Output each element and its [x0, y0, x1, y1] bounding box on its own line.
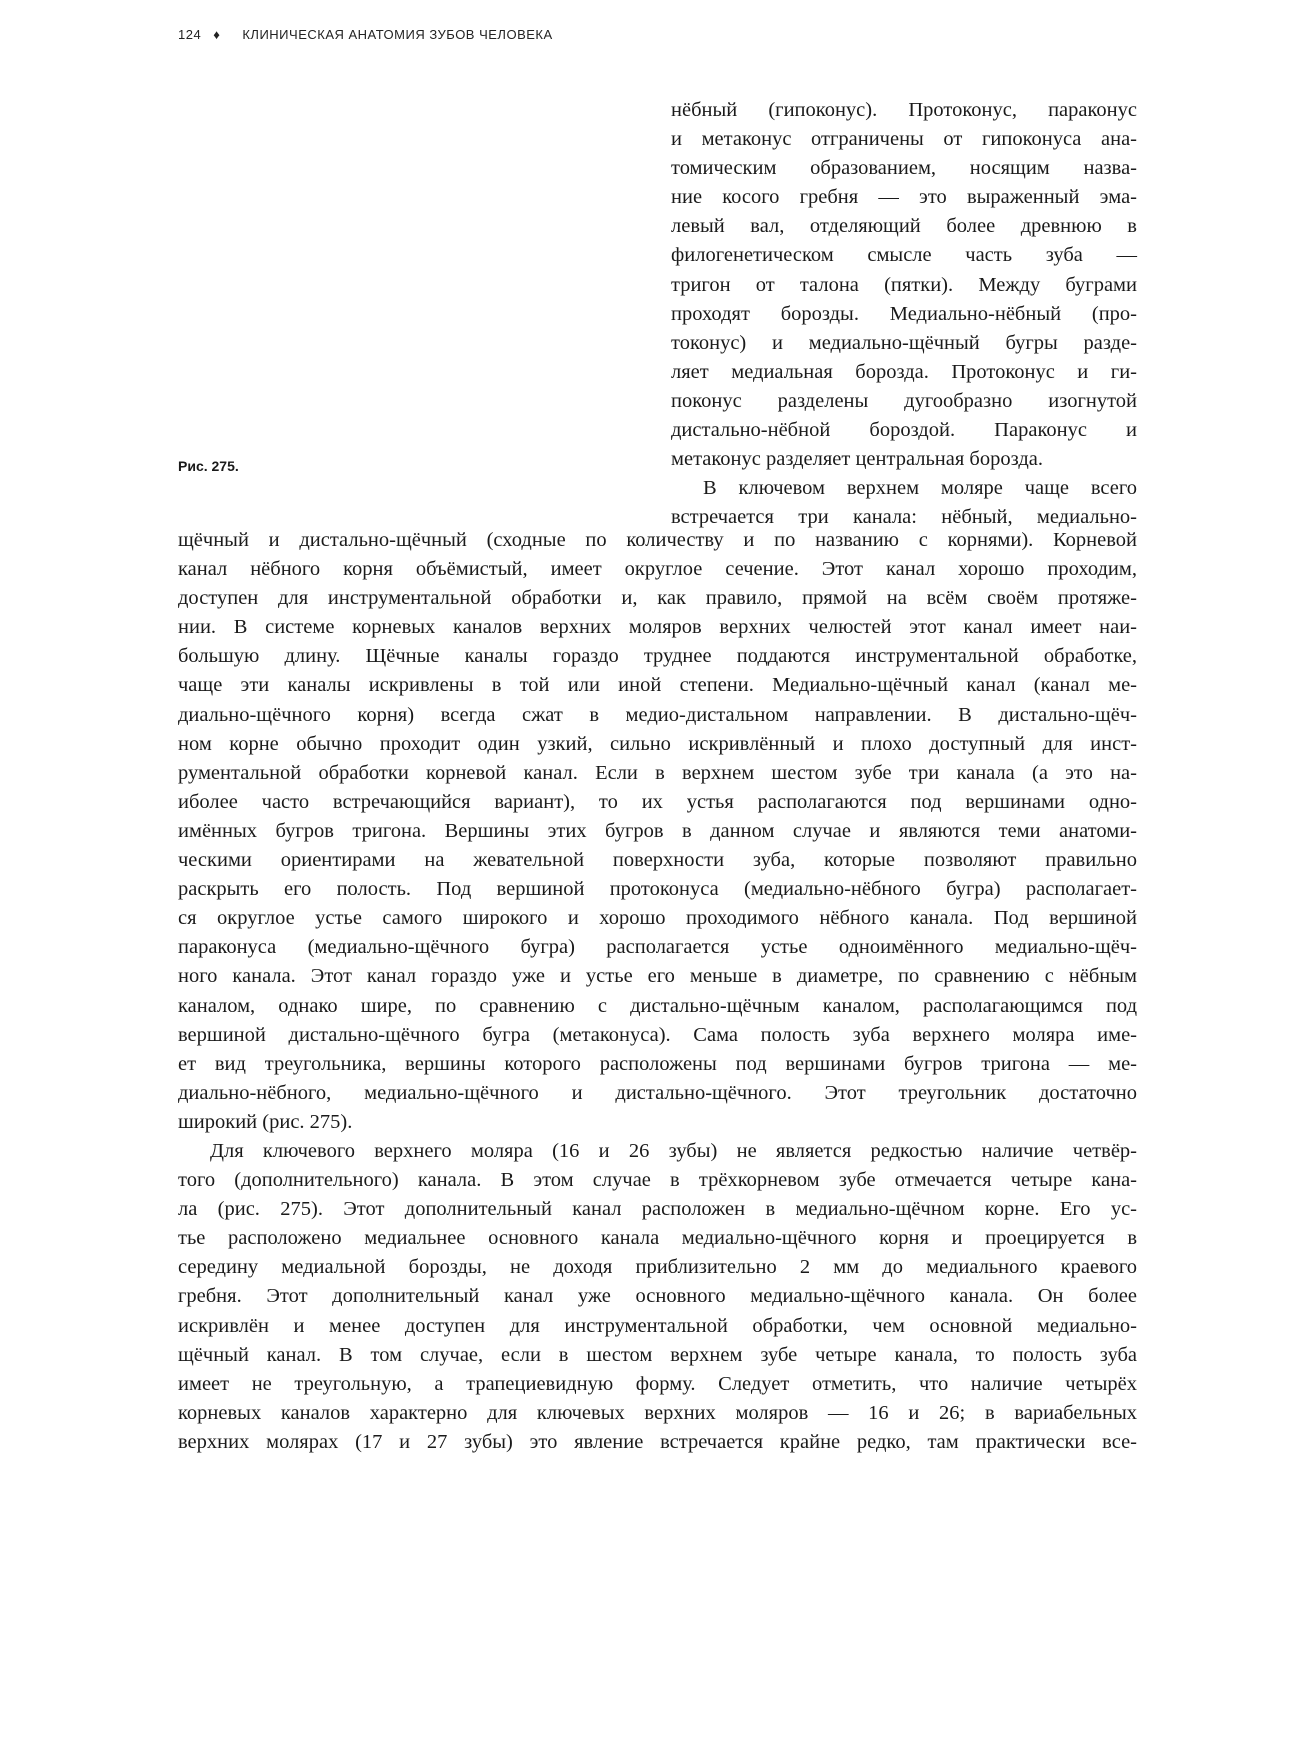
text-line: того (дополнительного) канала. В этом случае в трёхкорневом зубе отмечается четыре кана-	[178, 1169, 1137, 1192]
text-line: искривлён и менее доступен для инструментальной обработки, чем основной медиально-	[178, 1314, 1137, 1337]
text-line: метаконус разделяет центральная борозда.	[671, 448, 1043, 471]
text-line: вершиной дистально-щёчного бугра (метаконуса). Сама полость зуба верхнего моляра име-	[178, 1023, 1137, 1046]
text-line: нёбный (гипоконус). Протоконус, параконус	[671, 99, 1137, 121]
text-line: тригон от талона (пятки). Между буграми	[671, 273, 1137, 296]
text-line: гребня. Этот дополнительный канал уже основного медиально-щёчного канала. Он более	[178, 1285, 1137, 1308]
text-line: чаще эти каналы искривлены в той или иной степени. Медиально-щёчный канал (канал ме-	[178, 674, 1137, 697]
body-text	[178, 526, 1137, 1457]
text-line: ного канала. Этот канал гораздо уже и устье его меньше в диаметре, по сравнению с нёбным	[178, 965, 1137, 988]
text-line: тье расположено медиальнее основного канала медиально-щёчного корня и проецируется в	[178, 1227, 1137, 1250]
text-line: и метаконус отграничены от гипоконуса ана-	[671, 128, 1137, 151]
text-line: Для ключевого верхнего моляра (16 и 26 зубы) не является редкостью наличие четвёр-	[210, 1139, 1137, 1162]
text-line: томическим образованием, носящим назва-	[671, 157, 1137, 180]
text-line: ческими ориентирами на жевательной поверхности зуба, которые позволяют правильно	[178, 849, 1137, 872]
text-line: нии. В системе корневых каналов верхних моляров верхних челюстей этот канал имеет наи-	[178, 616, 1137, 639]
separator-diamond-icon: ♦	[213, 27, 221, 42]
text-line: ние косого гребня — это выраженный эма-	[671, 186, 1137, 209]
text-line: диально-щёчного корня) всегда сжат в медио-дистальном направлении. В дистально-щёч-	[178, 703, 1137, 726]
text-line: середину медиальной борозды, не доходя приблизительно 2 мм до медиального краевого	[178, 1256, 1137, 1279]
text-line: В ключевом верхнем моляре чаще всего	[703, 477, 1137, 500]
text-line: широкий (рис. 275).	[178, 1110, 353, 1133]
text-line: иболее часто встречающийся вариант), то их устья располагаются под вершинами одно-	[178, 790, 1137, 813]
text-line: встречается три канала: нёбный, медиально-	[671, 506, 1137, 529]
text-line: диально-нёбного, медиально-щёчного и дистально-щёчного. Этот треугольник достаточно	[178, 1081, 1137, 1104]
text-line: канал нёбного корня объёмистый, имеет округлое сечение. Этот канал хорошо проходим,	[178, 558, 1137, 581]
text-line: ном корне обычно проходит один узкий, сильно искривлённый и плохо доступный для инст-	[178, 732, 1137, 755]
text-line: ляет медиальная борозда. Протоконус и ги-	[671, 360, 1137, 383]
text-line: верхних молярах (17 и 27 зубы) это явление встречается крайне редко, там практически все-	[178, 1430, 1137, 1453]
paragraph	[178, 1137, 1137, 1457]
text-line: рументальной обработки корневой канал. Если в верхнем шестом зубе три канала (а это на-	[178, 761, 1137, 784]
book-title: КЛИНИЧЕСКАЯ АНАТОМИЯ ЗУБОВ ЧЕЛОВЕКА	[242, 27, 553, 42]
text-line: левый вал, отделяющий более древнюю в	[671, 215, 1137, 238]
figure-caption: Рис. 275.	[178, 458, 239, 474]
text-line: дистально-нёбной бороздой. Параконус и	[671, 419, 1137, 442]
text-line: каналом, однако шире, по сравнению с дистально-щёчным каналом, располагающимся под	[178, 994, 1137, 1017]
page-number: 124	[178, 27, 202, 42]
figure-placeholder	[176, 96, 646, 466]
text-line: большую длину. Щёчные каналы гораздо труднее поддаются инструментальной обработке,	[178, 645, 1137, 668]
text-line: корневых каналов характерно для ключевых верхних моляров — 16 и 26; в вариабельных	[178, 1401, 1137, 1424]
text-line: имённых бугров тригона. Вершины этих бугров в данном случае и являются теми анатоми-	[178, 819, 1137, 842]
text-line: ся округлое устье самого широкого и хорошо проходимого нёбного канала. Под вершиной	[178, 907, 1137, 930]
text-line: щёчный и дистально-щёчный (сходные по количеству и по названию с корнями). Корневой	[178, 529, 1137, 551]
text-line: ла (рис. 275). Этот дополнительный канал расположен в медиально-щёчном корне. Его ус-	[178, 1198, 1137, 1221]
text-line: ет вид треугольника, вершины которого расположены под вершинами бугров тригона — ме-	[178, 1052, 1137, 1075]
text-line: щёчный канал. В том случае, если в шестом верхнем зубе четыре канала, то полость зуба	[178, 1343, 1137, 1366]
text-line: имеет не треугольную, а трапециевидную форму. Следует отметить, что наличие четырёх	[178, 1372, 1137, 1395]
text-line: проходят борозды. Медиально-нёбный (про-	[671, 302, 1137, 325]
paragraph	[178, 526, 1137, 1137]
text-line: доступен для инструментальной обработки и, как правило, прямой на всём своём протяже-	[178, 587, 1137, 610]
running-head	[178, 27, 553, 42]
text-line: филогенетическом смысле часть зуба —	[671, 244, 1137, 267]
text-line: параконуса (медиально-щёчного бугра) располагается устье одноимённого медиально-щёч-	[178, 936, 1137, 959]
text-line: раскрыть его полость. Под вершиной протоконуса (медиально-нёбного бугра) располагает-	[178, 878, 1137, 901]
right-column-text	[671, 96, 1137, 532]
text-line: поконус разделены дугообразно изогнутой	[671, 389, 1137, 412]
text-line: токонус) и медиально-щёчный бугры разде-	[671, 331, 1137, 354]
